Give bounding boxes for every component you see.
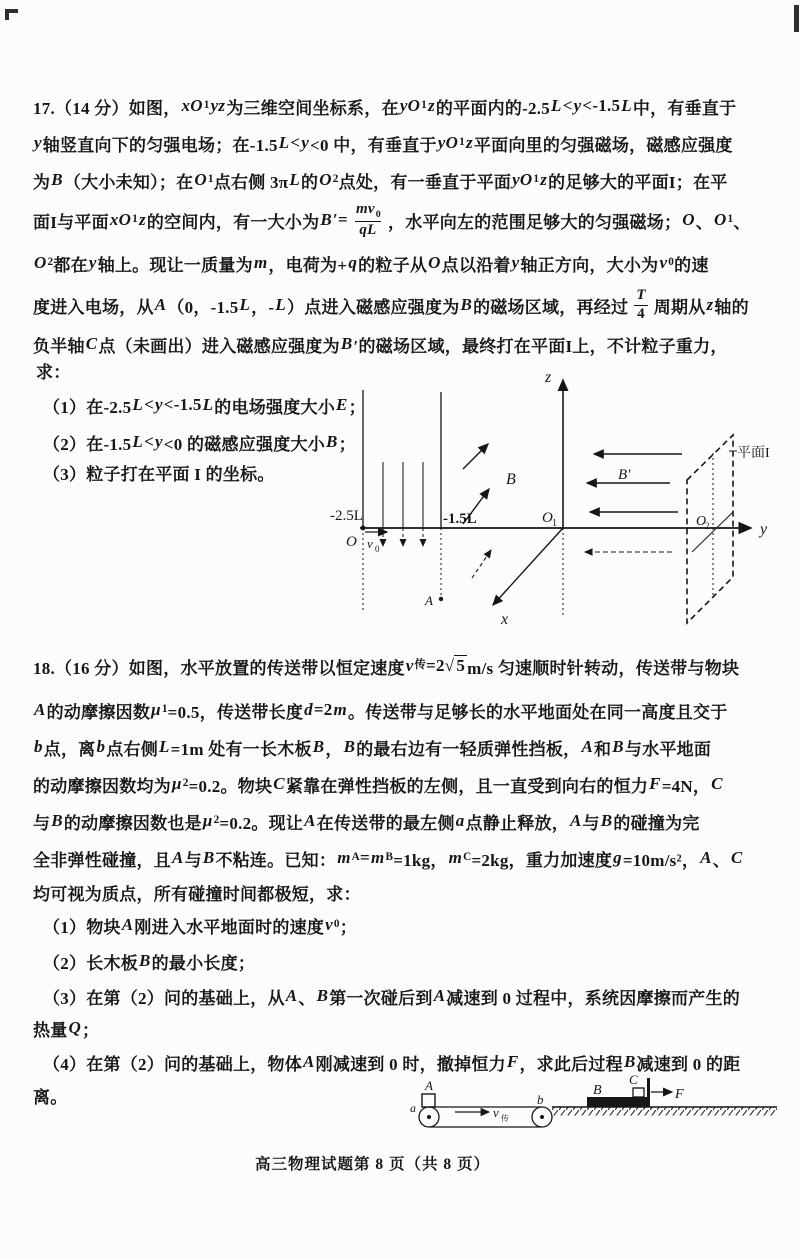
question-item: （3）粒子打在平面 I 的坐标。 [43,464,275,484]
question-item: （1）在-2.5 L < y <-1.5 L 的电场强度大小 E ； [43,395,366,417]
block-A-label: A [425,1078,433,1093]
point-O-dot [361,526,366,531]
conveyor-belt [419,1107,552,1127]
z-axis-label: z [545,369,552,386]
ground [552,1107,777,1116]
o2-sub: 2 [705,521,710,531]
point-a-label: a [410,1101,416,1115]
text-line: 为 B （大小未知）；在 O 1 点右侧 3π L 的 O 2 点处，有一垂直于平面 yO 1 z 的足够大的平面I；在平 [33,170,728,192]
question-item: （2）长木板 B 的最小长度； [43,951,256,973]
o2-label: O [696,514,707,529]
force-F-label: F [675,1087,684,1102]
plane-I [687,435,737,623]
point-A-dot [439,597,443,601]
text-line: 负半轴 C 点（未画出）进入磁感应强度为 B ′的磁场区域，最终打在平面I上，不计粒子重力， [33,334,728,356]
plank-B-label: B [593,1083,602,1098]
block-A [422,1094,435,1107]
belt-v-label: v [493,1105,499,1120]
neg-2-5L-label: -2.5L [330,508,363,524]
scan-artifact [794,5,799,32]
text-line: 18.（16 分）如图，水平放置的传送带以恒定速度 v 传 =2 √ 5 m/s 匀速顺时针转动，传送带与物块 [33,656,740,678]
text-line: 热量 Q ； [33,1018,100,1040]
text-line: 与 B 的动摩擦因数也是 μ 2 =0.2。现让 A 在传送带的最左侧 a 点静止释放， A 与 B 的碰撞为完 [33,811,700,833]
text-line: O 2 都在 y 轴上。现让一质量为 m ，电荷为+ q 的粒子从 O 点以沿着 y 轴正方向，大小为 v 0 的速 [34,253,709,275]
v0-sub: 0 [375,544,380,554]
text-line: 离。 [33,1087,68,1107]
figure-18-diagram [405,1070,790,1148]
o1-sub: 1 [552,518,557,529]
point-b-label: b [537,1092,544,1107]
text-line: 面I与平面 xO 1 z 的空间内，有一大小为 B ′= $\frac{mv_0}{qL}$ ，水平向左的范围足够大的匀强磁场； O 、 O 1 、 [33,200,751,238]
axes [360,380,751,618]
point-A-label: A [425,593,433,608]
plane-I-label: 平面I [737,446,770,461]
belt-v-sub: 传 [501,1114,509,1123]
scan-artifact [5,9,18,13]
b-prime-field-arrows [585,454,682,552]
question-item: （1）物块 A 刚进入水平地面时的速度 v 0 ； [43,915,357,937]
text-line: b 点，离 b 点右侧 L =1m 处有一长木板 B ， B 的最右边有一轻质弹性挡板， A 和 B 与水平地面 [34,737,712,759]
b-field-label: B [506,471,516,488]
question-item: （3）在第（2）问的基础上，从 A 、 B 第一次碰后到 A 减速到 0 过程中，系统因摩擦而产生的 [43,986,741,1008]
o1-label: O [542,510,553,526]
electric-field-arrows [383,462,423,546]
text-line: 均可视为质点，所有碰撞时间都极短，求： [33,884,361,904]
plank-B [587,1097,648,1107]
text-line: 17.（14 分）如图， xO 1 yz 为三维空间坐标系，在 yO 1 z 的平面内的-2.5 L < y <-1.5 L 中，有垂直于 [33,96,737,118]
figure-17-diagram [330,362,800,640]
b-prime-label: B′ [618,467,631,483]
text-line: y 轴竖直向下的匀强电场；在-1.5 L < y <0 中，有垂直于 yO 1 z 平面向里的匀强磁场，磁感应强度 [34,133,733,155]
text-line: 的动摩擦因数均为 μ 2 =0.2。物块 C 紧靠在弹性挡板的左侧，且一直受到向右的恒力 F =4N， C [33,774,723,796]
block-C-label: C [629,1072,638,1087]
question-item: （4）在第（2）问的基础上，物体 A 刚减速到 0 时，撤掉恒力 F ，求此后过程 B 减速到 0 的距 [43,1052,741,1074]
origin-O-label: O [346,534,357,550]
text-line: 全非弹性碰撞，且 A 与 B 不粘连。已知： m A = m B =1kg， m C =2kg，重力加速度 g =10m/s²， A 、 C [33,848,743,870]
v0-label: v [367,536,373,551]
y-axis-label: y [760,521,768,538]
neg-1-5L-label: -1.5L [443,511,477,527]
block-C [633,1088,644,1097]
region-boundaries [363,390,441,612]
question-item: （2）在-1.5 L < y <0 的磁感应强度大小 B ； [43,432,356,454]
x-axis-label: x [501,611,509,628]
text-line: 度进入电场，从 A （0，-1.5 L ，- L ）点进入磁感应强度为 B 的磁场区域，再经过 $\frac{T}{4}$ 周期从 z 轴的 [33,286,749,322]
text-line: A 的动摩擦因数 μ 1 =0.5，传送带长度 d =2 m 。传送带与足够长的水平地面处在同一高度且交于 [34,700,728,722]
text-line: 求： [36,362,71,382]
page-footer: 高三物理试题第 8 页（共 8 页） [254,1156,490,1173]
